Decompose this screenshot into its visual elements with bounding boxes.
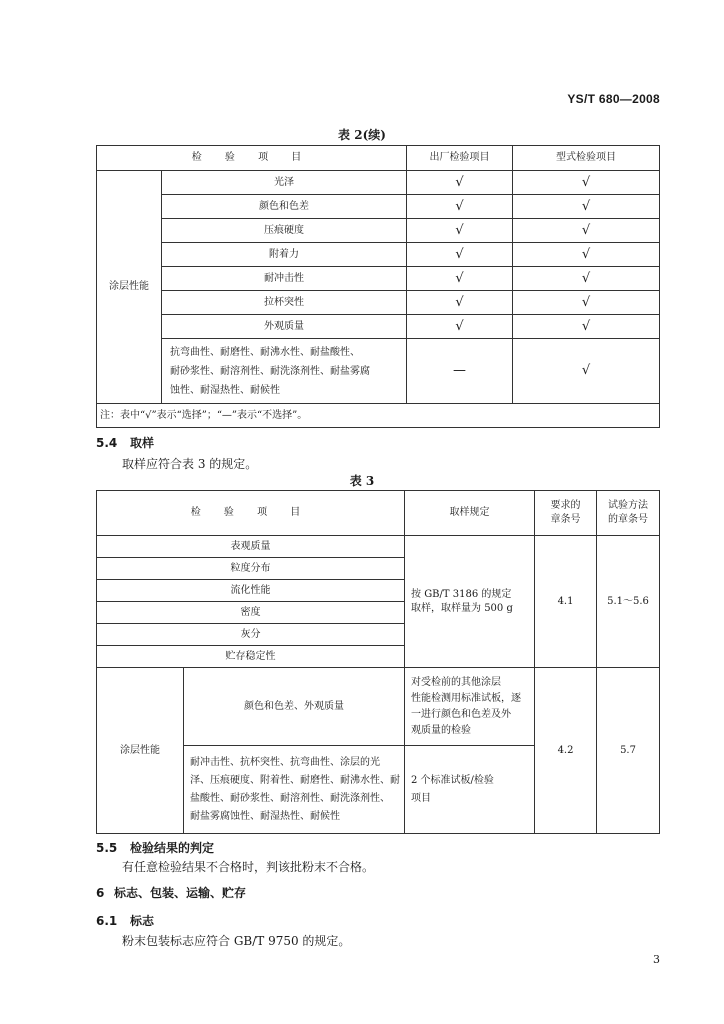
table3-col-req-line: 章条号 [550,514,581,525]
table-row [97,219,660,243]
table-row [97,267,660,291]
table3-group1-rule [405,536,535,668]
table2-col-item: 检 验 项 目 [97,146,407,171]
check-mark: √ [513,291,660,315]
section-5-4-number: 5.4 [96,436,118,450]
table3-group1-rule-line: 按 GB/T 3186 的规定 [411,588,512,600]
table-row [97,291,660,315]
table-row [97,536,660,558]
section-5-4-body: 取样应符合表 3 的规定。 [122,457,258,471]
check-mark: √ [513,315,660,339]
table3-group2-req: 4.2 [535,668,597,834]
table2-multi-item [162,339,407,404]
table2-note-row [97,404,660,428]
table3-sub1-rule-line: 性能检测用标准试板，逐 [411,692,522,704]
check-mark: √ [407,219,513,243]
table2-row-item: 附着力 [162,243,407,267]
table3-col-method-line: 的章条号 [608,514,649,525]
table3-group2-sub2-rule [405,746,535,834]
table2-row-item: 耐冲击性 [162,267,407,291]
table3-group1-method: 5.1～5.6 [597,536,660,668]
section-5-5-heading [96,839,214,856]
dash-mark: — [407,339,513,404]
table-row [97,171,660,195]
table3-sub2-item-line: 耐冲击性、抗杯突性、抗弯曲性、涂层的光 [190,756,380,768]
section-6-title: 标志、包装、运输、贮存 [114,886,247,900]
check-mark: √ [513,171,660,195]
section-5-5-body: 有任意检验结果不合格时，判该批粉末不合格。 [122,860,375,874]
table3-group2-sub2-item [184,746,405,834]
table2-col-type: 型式检验项目 [513,146,660,171]
table3-sub1-rule-line: 对受检前的其他涂层 [411,676,502,688]
table2-row-item: 光泽 [162,171,407,195]
check-mark: √ [513,339,660,404]
section-6-1-heading [96,912,154,929]
table2-group-label: 涂层性能 [97,171,162,404]
table3-group1-item: 粒度分布 [97,558,405,580]
table2-caption: 表 2(续) [338,128,386,142]
section-6-1-title: 标志 [130,914,155,928]
table3-group1-item: 流化性能 [97,580,405,602]
table-row [97,195,660,219]
check-mark: √ [407,291,513,315]
section-6-heading [96,884,246,901]
table-row [97,243,660,267]
table3-sub2-rule-line: 项目 [411,792,432,804]
table3-group2-method: 5.7 [597,668,660,834]
table2-row-item: 外观质量 [162,315,407,339]
section-5-4-title: 取样 [130,436,155,450]
table3-col-item: 检 验 项 目 [97,491,405,536]
table3-col-method [597,491,660,536]
table3-col-rule: 取样规定 [405,491,535,536]
table-row [97,315,660,339]
table2-multi-line: 抗弯曲性、耐磨性、耐沸水性、耐盐酸性、 [170,346,360,358]
table3-col-method-line: 试验方法 [608,500,649,511]
table3-col-req-line: 要求的 [550,500,581,511]
check-mark: √ [407,195,513,219]
table3-sub1-rule-line: 一进行颜色和色差及外 [411,708,512,720]
check-mark: √ [407,243,513,267]
table3-group2-label: 涂层性能 [97,668,184,834]
table3-group2-sub1-item: 颜色和色差、外观质量 [184,668,405,746]
table2-multi-line: 蚀性、耐湿热性、耐候性 [170,384,280,396]
check-mark: √ [407,315,513,339]
check-mark: √ [407,267,513,291]
table2-row-item: 拉杯突性 [162,291,407,315]
check-mark: √ [513,195,660,219]
table3-group1-item: 贮存稳定性 [97,646,405,668]
table3-caption: 表 3 [349,474,375,488]
check-mark: √ [513,219,660,243]
table3-header-row [97,491,660,536]
table2-note: 注：表中“√”表示“选择”；“—”表示“不选择”。 [97,404,660,428]
section-5-4-heading [96,434,154,451]
table2-row-item: 颜色和色差 [162,195,407,219]
table2-row-item: 压痕硬度 [162,219,407,243]
table3-group1-item: 灰分 [97,624,405,646]
table3-group2-sub1-rule [405,668,535,746]
table2 [96,145,660,428]
table2-header-row [97,146,660,171]
table2-col-factory: 出厂检验项目 [407,146,513,171]
table3-sub2-item-line: 泽、压痕硬度、附着性、耐磨性、耐沸水性、耐 [190,774,400,786]
page-number: 3 [653,953,660,966]
table3-col-req [535,491,597,536]
table3 [96,490,660,834]
table3-sub2-rule-line: 2 个标准试板/检验 [411,774,494,786]
check-mark: √ [513,267,660,291]
table3-sub2-item-line: 耐盐雾腐蚀性、耐湿热性、耐候性 [190,810,340,822]
table-row [97,668,660,746]
section-6-1-number: 6.1 [96,914,118,928]
check-mark: √ [407,171,513,195]
table-row [97,339,660,404]
table3-group1-req: 4.1 [535,536,597,668]
section-6-number: 6 [96,886,105,900]
check-mark: √ [513,243,660,267]
table3-sub2-item-line: 盐酸性、耐砂浆性、耐溶剂性、耐洗涤剂性、 [190,792,390,804]
standard-code: YS/T 680—2008 [567,92,660,106]
section-5-5-title: 检验结果的判定 [130,841,215,855]
table2-multi-line: 耐砂浆性、耐溶剂性、耐洗涤剂性、耐盐雾腐 [170,365,370,377]
table3-group1-item: 密度 [97,602,405,624]
table3-group1-rule-line: 取样，取样量为 500 g [411,602,513,614]
section-6-1-body: 粉末包装标志应符合 GB/T 9750 的规定。 [122,934,351,948]
table3-group1-item: 表观质量 [97,536,405,558]
section-5-5-number: 5.5 [96,841,118,855]
table3-sub1-rule-line: 观质量的检验 [411,724,472,736]
